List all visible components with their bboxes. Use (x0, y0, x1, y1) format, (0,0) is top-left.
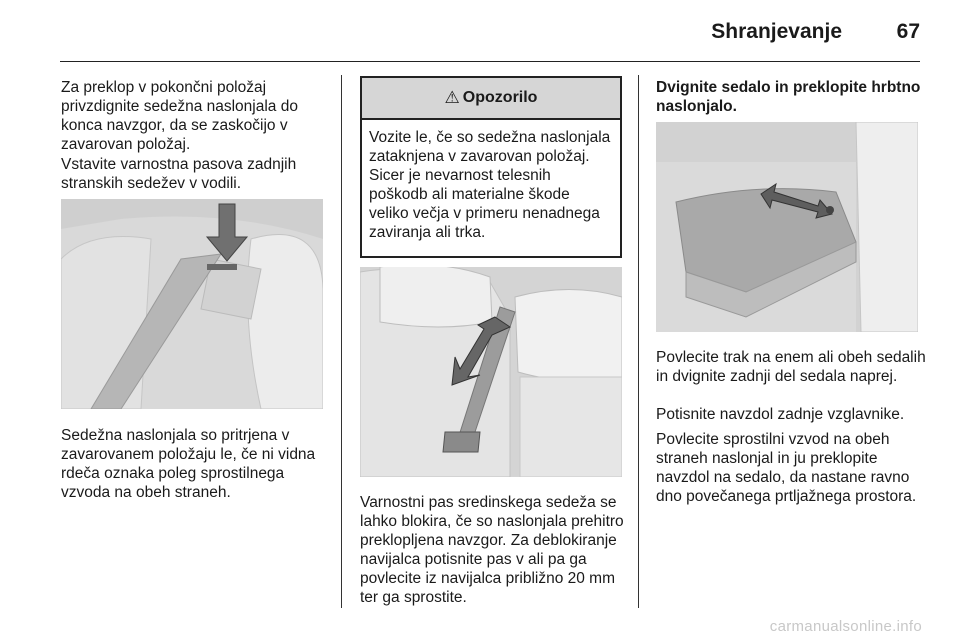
page-header (0, 0, 960, 60)
warning-box (360, 76, 622, 258)
col1-paragraph-1: Za preklop v pokončni položaj privzdignite sedežna naslonjala do konca navzgor, da se zaskočijo v zavarovan položaj. (61, 79, 298, 153)
col3-paragraph-3: Povlecite sprostilni vzvod na obeh straneh naslonjal in ju preklopite navzdol na sedalo, da nastane ravno dno povečanega prtljažnega prostora. (656, 431, 917, 505)
warning-icon: ⚠ (444, 88, 460, 107)
rear-seat-drawing (656, 122, 918, 332)
warning-text: Vozite le, če so sedežna naslonjala zataknjena v zavarovan položaj. Sicer je nevarnost telesnih poškodb ali materialne škode veliko večja v primeru nenadnega zaviranja ali trka. (369, 129, 611, 241)
warning-header (362, 78, 620, 120)
center-seatbelt-illustration (360, 267, 622, 477)
col2-paragraph-1: Varnostni pas sredinskega sedeža se lahko blokira, če so naslonjala prehitro preklopljena navzgor. Za deblokiranje navijalca potisnite pas v ali pa ga povlecite iz navijalca približno 20 mm ter ga sprostite. (360, 494, 624, 606)
col3-heading: Dvignite sedalo in preklopite hrbtno naslonjalo. (656, 79, 921, 115)
column-divider-1 (341, 75, 342, 608)
col3-paragraph-1: Povlecite trak na enem ali obeh sedalih in dvignite zadnji del sedala naprej. (656, 349, 926, 385)
col1-paragraph-2: Vstavite varnostna pasova zadnjih stranskih sedežev v vodili. (61, 156, 297, 192)
section-title: Shranjevanje (711, 20, 842, 43)
col3-paragraph-2: Potisnite navzdol zadnje vzglavnike. (656, 406, 905, 423)
warning-title: Opozorilo (462, 89, 538, 106)
page-number: 67 (896, 20, 920, 43)
column-divider-2 (638, 75, 639, 608)
center-seatbelt-drawing (360, 267, 622, 477)
rear-seat-illustration (656, 122, 918, 332)
header-divider (60, 61, 920, 62)
watermark: carmanualsonline.info (769, 618, 922, 635)
col1-paragraph-3: Sedežna naslonjala so pritrjena v zavarovanem položaju le, če ni vidna rdeča oznaka poleg sprostilnega vzvoda na obeh straneh. (61, 427, 316, 501)
seatbelt-guide-drawing (61, 199, 323, 409)
seatbelt-guide-illustration (61, 199, 323, 409)
